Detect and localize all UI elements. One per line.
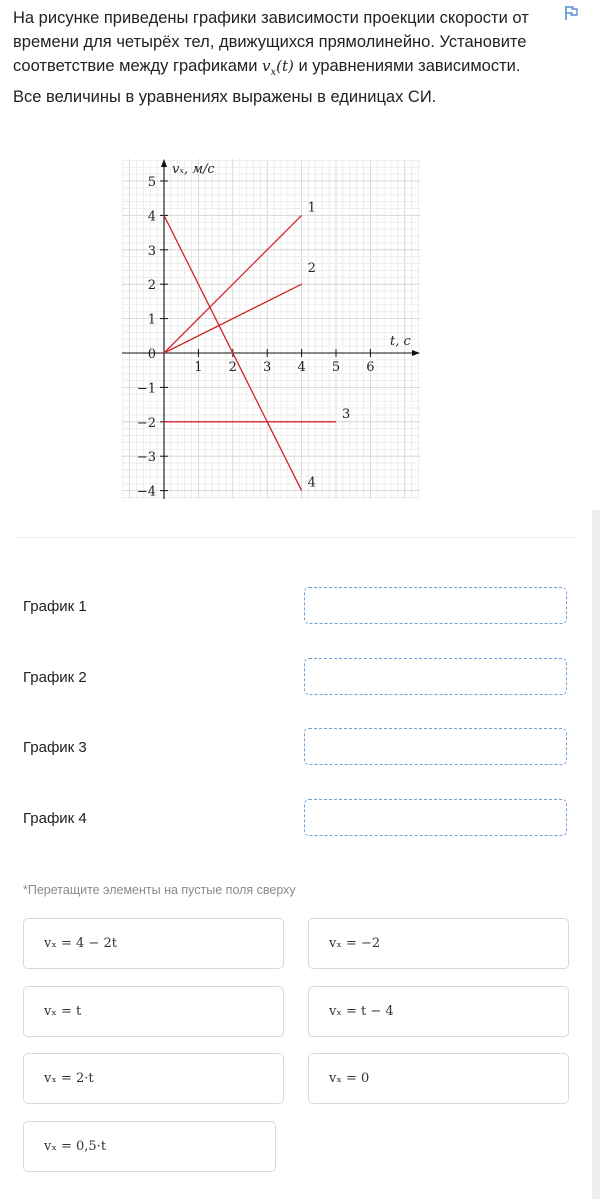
graph-1-dropzone[interactable]: [304, 587, 567, 624]
x-tick-label: 4: [297, 360, 306, 375]
y-tick-label: 5: [147, 175, 156, 190]
divider: [15, 537, 577, 538]
y-tick-label: 1: [147, 312, 156, 328]
x-tick-label: 6: [366, 360, 375, 375]
scrollbar[interactable]: [592, 510, 600, 1199]
graph-4-label: График 4: [23, 810, 87, 827]
option-chip[interactable]: vₓ = 0,5·t: [23, 1121, 276, 1172]
graph-2-label: График 2: [23, 669, 87, 686]
graph-3-label: График 3: [23, 739, 87, 756]
y-tick-label: −4: [136, 484, 156, 500]
option-chip[interactable]: vₓ = 0: [308, 1053, 569, 1104]
question-text: На рисунке приведены графики зависимости проекции скорости от времени для четырёх тел, движущихся прямолинейно. Установите соответствие между графиками $v_x(t)$ и уравнениями зависимости. Все величины в уравнениях выражены в единицах СИ.: [13, 9, 529, 106]
series-label-4: 4: [307, 475, 316, 491]
option-chip[interactable]: vₓ = t: [23, 986, 284, 1037]
y-tick-label: −3: [136, 450, 156, 466]
y-axis-label: vₓ, м/с: [172, 162, 215, 177]
chart-svg: [118, 155, 424, 503]
series-label-3: 3: [342, 406, 351, 422]
velocity-time-graph: [118, 155, 424, 503]
graph-3-dropzone[interactable]: [304, 728, 567, 765]
y-tick-label: −1: [136, 381, 156, 397]
series-label-1: 1: [307, 200, 316, 216]
option-chip[interactable]: vₓ = t − 4: [308, 986, 569, 1037]
drag-hint: *Перетащите элементы на пустые поля сверху: [23, 883, 296, 897]
y-tick-label: −2: [136, 415, 156, 431]
option-chip[interactable]: vₓ = −2: [308, 918, 569, 969]
y-tick-label: 3: [147, 243, 156, 259]
y-tick-label: 4: [147, 209, 156, 225]
y-tick-label: 2: [147, 278, 156, 294]
option-chip[interactable]: vₓ = 4 − 2t: [23, 918, 284, 969]
graph-4-dropzone[interactable]: [304, 799, 567, 836]
report-flag-icon[interactable]: [563, 4, 581, 22]
x-tick-label: 2: [228, 360, 237, 375]
graph-1-label: График 1: [23, 598, 87, 615]
x-tick-label: 5: [331, 360, 341, 375]
series-label-2: 2: [307, 261, 316, 277]
math-expression: $v_x(t)$: [262, 57, 294, 78]
x-tick-label: 3: [263, 360, 272, 375]
x-axis-label: t, с: [390, 334, 411, 349]
graph-2-dropzone[interactable]: [304, 658, 567, 695]
x-tick-label: 1: [194, 360, 203, 375]
y-tick-label: 0: [147, 347, 156, 362]
scrollbar-thumb[interactable]: [592, 510, 600, 1199]
option-chip[interactable]: vₓ = 2·t: [23, 1053, 284, 1104]
